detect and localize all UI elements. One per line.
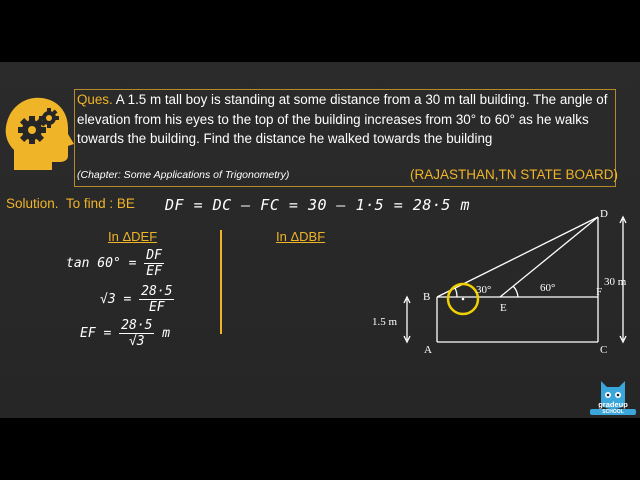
question-label: Ques. [77, 92, 113, 107]
root-fraction [139, 284, 174, 315]
tan-numerator: DF [146, 248, 162, 263]
root-lhs: √3 = [100, 292, 132, 307]
label-b: B [423, 291, 431, 303]
tan-equation [66, 248, 164, 279]
logo-sub: SCHOOL [590, 409, 636, 415]
subheading-dbf: In ΔDBF [276, 229, 326, 244]
label-e: E [500, 302, 507, 314]
logo-name: gradeup [598, 400, 628, 409]
tan-denominator: EF [146, 264, 162, 279]
root-numerator: 28·5 [141, 284, 173, 299]
label-building-height: 30 m [604, 276, 627, 288]
question-body: A 1.5 m tall boy is standing at some distance from a 30 m tall building. The angle of elevation from his eyes to the top of the building increases from 30° to 60° as he walks towards the building. Find the distance he walked towards the building [77, 92, 608, 146]
label-a: A [424, 344, 432, 356]
ef-numerator: 28·5 [121, 318, 153, 333]
root-equation [100, 284, 174, 315]
angle-arc-b [455, 288, 457, 297]
ef-fraction [119, 318, 154, 349]
solution-heading [6, 196, 135, 211]
angle-arc-e [513, 286, 518, 297]
label-c: C [600, 344, 608, 356]
subheading-def: In ΔDEF [108, 229, 158, 244]
label-boy-height: 1.5 m [372, 316, 398, 328]
angle-label-e: 60° [540, 282, 556, 294]
ef-unit: m [162, 326, 171, 341]
solution-label: Solution. [6, 196, 59, 211]
chapter-note: (Chapter: Some Applications of Trigonometry) [77, 169, 290, 181]
building-diagram [360, 187, 640, 356]
gradeup-logo-text [590, 400, 636, 415]
board-note: (RAJASTHAN,TN STATE BOARD) [410, 167, 619, 182]
lesson-slide [0, 62, 640, 418]
head-gears-icon [4, 92, 72, 172]
df-equation: DF = DC – FC = 30 – 1·5 = 28·5 m [165, 196, 470, 214]
ef-denominator: √3 [128, 334, 145, 349]
label-f: F [596, 286, 603, 298]
ef-lhs: EF = [80, 326, 112, 341]
ef-equation [80, 318, 170, 349]
tan-fraction [144, 248, 164, 279]
angle-label-b: 30° [476, 284, 492, 296]
root-denominator: EF [148, 300, 165, 315]
label-d: D [600, 208, 608, 220]
column-divider [220, 230, 222, 334]
to-find-label: To find : BE [65, 196, 135, 211]
question-text [77, 90, 613, 149]
tan-lhs: tan 60° = [66, 256, 137, 271]
